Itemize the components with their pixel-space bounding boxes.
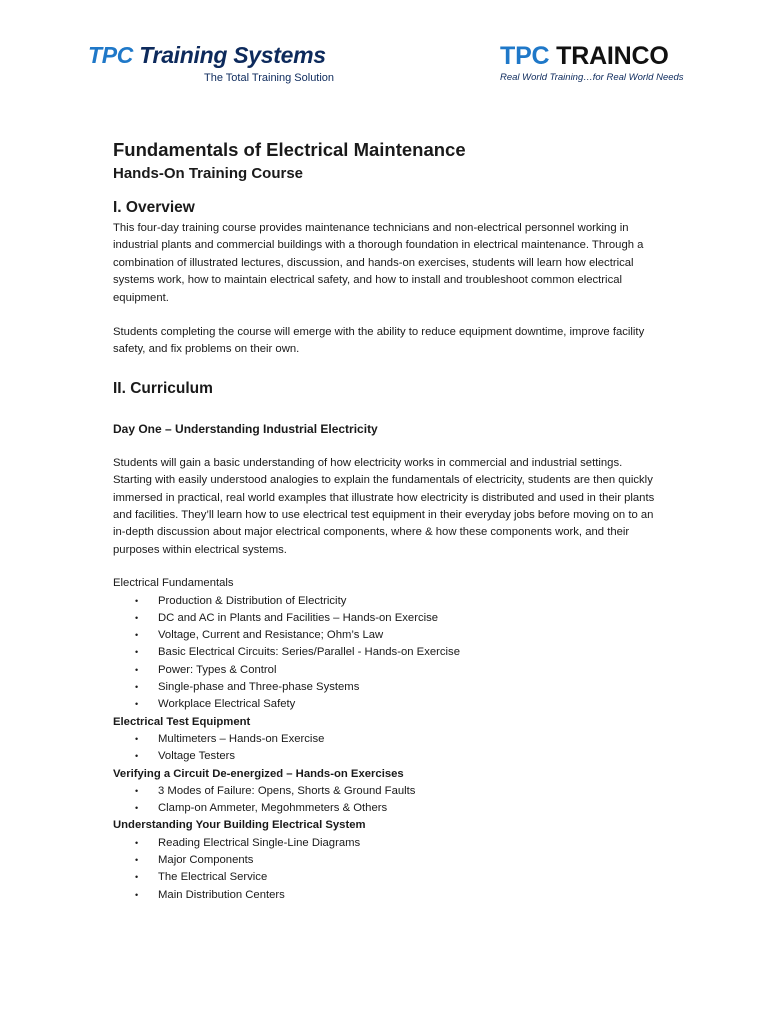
topic-group <box>113 714 658 766</box>
day-one-heading: Day One – Understanding Industrial Electricity <box>113 421 378 436</box>
bullet-icon: • <box>135 630 139 641</box>
topic-group <box>113 766 658 818</box>
topic-item-text: Single-phase and Three-phase Systems <box>158 681 360 694</box>
topic-list-item <box>113 887 658 904</box>
bullet-icon: • <box>135 872 139 883</box>
topic-group <box>113 817 658 903</box>
document-subtitle: Hands-On Training Course <box>113 165 304 182</box>
bullet-icon: • <box>135 889 139 900</box>
bullet-icon: • <box>135 612 139 623</box>
topic-item-text: Reading Electrical Single-Line Diagrams <box>158 836 361 849</box>
logo-brand-name: TRAINCO <box>556 42 669 70</box>
topic-list-item <box>113 731 658 748</box>
topic-item-text: Main Distribution Centers <box>158 888 285 901</box>
topic-list-item <box>113 800 658 817</box>
day-one-description: Students will gain a basic understanding of how electricity works in commercial and industrial settings. Starting with easily understood analogies to explain the fundamentals of electricity, students are then quickly immersed in practical, real world examples that illustrate how electricity is distributed and used in their plants and facilities. They’ll learn how to use electrical test equipment in their everyday jobs before moving on to an in-depth discussion about major electrical components, where & how these components work, and their purposes within electrical systems. <box>113 456 655 556</box>
topic-list-item <box>113 696 658 713</box>
topic-group <box>113 575 658 713</box>
document-title: Fundamentals of Electrical Maintenance <box>113 139 466 160</box>
tpc-training-systems-logo <box>88 42 358 84</box>
topic-list <box>113 783 658 818</box>
topic-list <box>113 835 658 904</box>
curriculum-heading: II. Curriculum <box>113 379 213 397</box>
bullet-icon: • <box>135 855 139 866</box>
topic-item-text: Basic Electrical Circuits: Series/Parallel - Hands-on Exercise <box>158 646 460 659</box>
logo-tagline: Real World Training…for Real World Needs <box>500 72 684 83</box>
logo-brand-text <box>500 42 700 71</box>
bullet-icon: • <box>135 733 139 744</box>
document-body <box>113 138 658 904</box>
bullet-icon: • <box>135 664 139 675</box>
topic-list-item <box>113 627 658 644</box>
topic-item-text: Workplace Electrical Safety <box>158 698 296 711</box>
topic-item-text: Major Components <box>158 854 254 867</box>
topic-list-item <box>113 869 658 886</box>
topic-item-text: 3 Modes of Failure: Opens, Shorts & Ground Faults <box>158 784 416 797</box>
topic-groups <box>113 575 658 904</box>
topic-list-item <box>113 835 658 852</box>
bullet-icon: • <box>135 647 139 658</box>
topic-group-title: Electrical Fundamentals <box>113 577 234 590</box>
overview-heading: I. Overview <box>113 199 195 216</box>
bullet-icon: • <box>135 682 139 693</box>
topic-list-item <box>113 748 658 765</box>
topic-item-text: DC and AC in Plants and Facilities – Hands-on Exercise <box>158 611 439 624</box>
topic-list-item <box>113 679 658 696</box>
bullet-icon: • <box>135 785 139 796</box>
topic-group-title: Electrical Test Equipment <box>113 715 251 728</box>
logo-brand-prefix: TPC <box>500 42 550 70</box>
bullet-icon: • <box>135 595 139 606</box>
overview-paragraph: Students completing the course will emerge with the ability to reduce equipment downtime, improve facility safety, and fix problems on their own. <box>113 326 645 356</box>
logo-brand-name: Training Systems <box>139 42 326 68</box>
topic-group-title: Verifying a Circuit De-energized – Hands-on Exercises <box>113 767 404 780</box>
topic-item-text: Voltage, Current and Resistance; Ohm’s Law <box>158 629 384 642</box>
topic-list <box>113 731 658 766</box>
logo-brand-prefix: TPC <box>88 42 134 68</box>
topic-item-text: Voltage Testers <box>158 750 236 763</box>
topic-group-title: Understanding Your Building Electrical System <box>113 819 366 832</box>
bullet-icon: • <box>135 699 139 710</box>
tpc-trainco-logo <box>500 42 700 83</box>
topic-list-item <box>113 783 658 800</box>
topic-item-text: Power: Types & Control <box>158 663 277 676</box>
topic-list <box>113 593 658 714</box>
bullet-icon: • <box>135 837 139 848</box>
topic-item-text: The Electrical Service <box>158 871 268 884</box>
topic-item-text: Production & Distribution of Electricity <box>158 594 347 607</box>
topic-item-text: Clamp-on Ammeter, Megohmmeters & Others <box>158 802 388 815</box>
topic-list-item <box>113 852 658 869</box>
overview-paragraph: This four-day training course provides maintenance technicians and non-electrical personnel working in industrial plants and commercial buildings with a thorough foundation in electrical maintenance. Through a combination of illustrated lectures, discussion, and hands-on exercises, students will learn how electrical systems work, how to maintain electrical safety, and how to install and troubleshoot common electrical equipment. <box>113 222 644 304</box>
topic-list-item <box>113 610 658 627</box>
bullet-icon: • <box>135 803 139 814</box>
topic-list-item <box>113 593 658 610</box>
topic-item-text: Multimeters – Hands-on Exercise <box>158 732 325 745</box>
logo-brand-text <box>88 42 358 69</box>
topic-list-item <box>113 662 658 679</box>
topic-list-item <box>113 644 658 661</box>
logo-tagline: The Total Training Solution <box>204 72 335 84</box>
bullet-icon: • <box>135 751 139 762</box>
